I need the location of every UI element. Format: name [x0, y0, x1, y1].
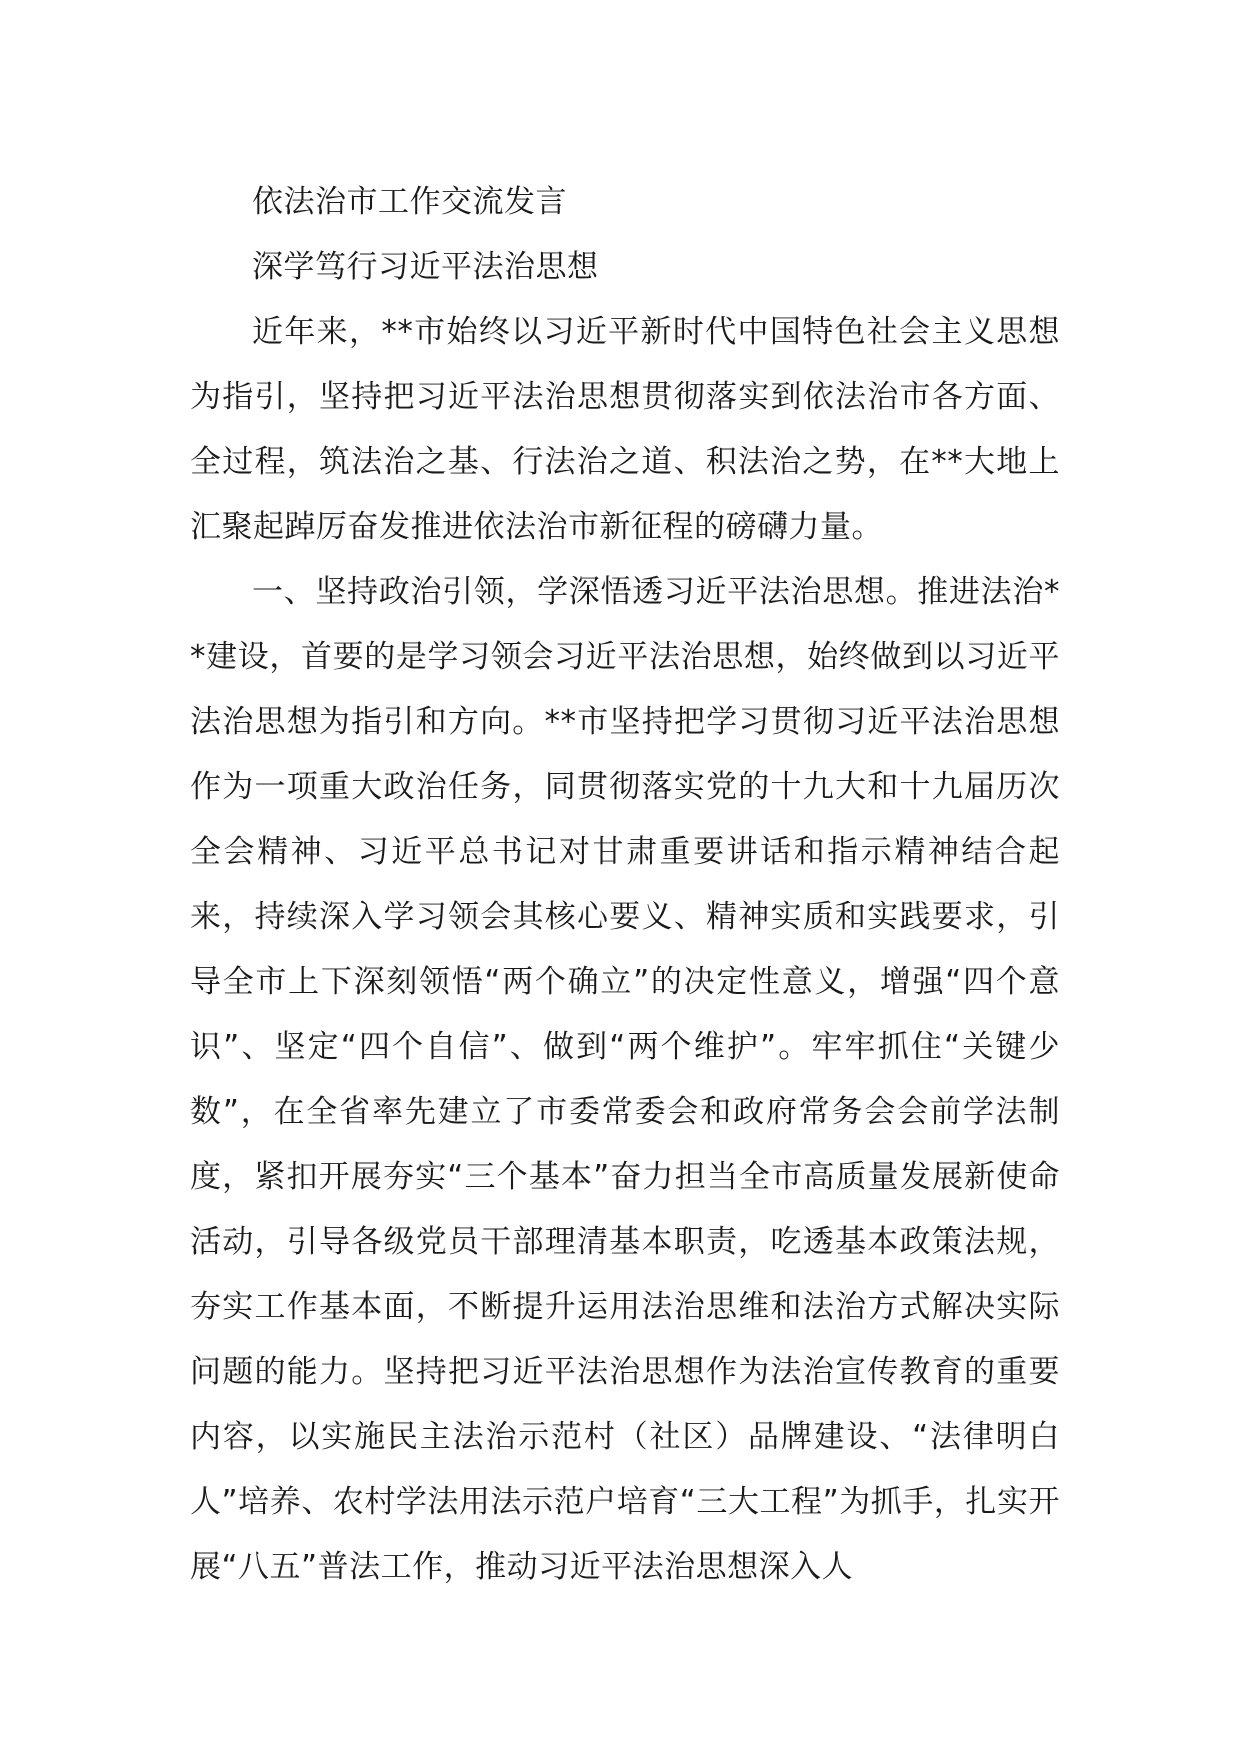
paragraph-intro: 近年来，**市始终以习近平新时代中国特色社会主义思想为指引，坚持把习近平法治思想贯彻落实到依法治市各方面、全过程，筑法治之基、行法治之道、积法治之势，在**大地上汇聚起踔厉奋发推进依法治市新征程的磅礴力量。 [190, 314, 1060, 545]
document-body [190, 170, 1060, 1600]
paragraph-section-one: 一、坚持政治引领，学深悟透习近平法治思想。推进法治**建设，首要的是学习领会习近平法治思想，始终做到以习近平法治思想为指引和方向。**市坚持把学习贯彻习近平法治思想作为一项重大政治任务，同贯彻落实党的十九大和十九届历次全会精神、习近平总书记对甘肃重要讲话和指示精神结合起来，持续深入学习领会其核心要义、精神实质和实践要求，引导全市上下深刻领悟“两个确立”的决定性意义，增强“四个意识”、坚定“四个自信”、做到“两个维护”。牢牢抓住“关键少数”，在全省率先建立了市委常委会和政府常务会会前学法制度，紧扣开展夯实“三个基本”奋力担当全市高质量发展新使命活动，引导各级党员干部理清基本职责，吃透基本政策法规，夯实工作基本面，不断提升运用法治思维和法治方式解决实际问题的能力。坚持把习近平法治思想作为法治宣传教育的重要内容，以实施民主法治示范村（社区）品牌建设、“法律明白人”培养、农村学法用法示范户培育“三大工程”为抓手，扎实开展“八五”普法工作，推动习近平法治思想深入人 [190, 574, 1060, 1585]
document-subtitle: 深学笃行习近平法治思想 [252, 249, 599, 285]
document-title: 依法治市工作交流发言 [252, 184, 567, 220]
